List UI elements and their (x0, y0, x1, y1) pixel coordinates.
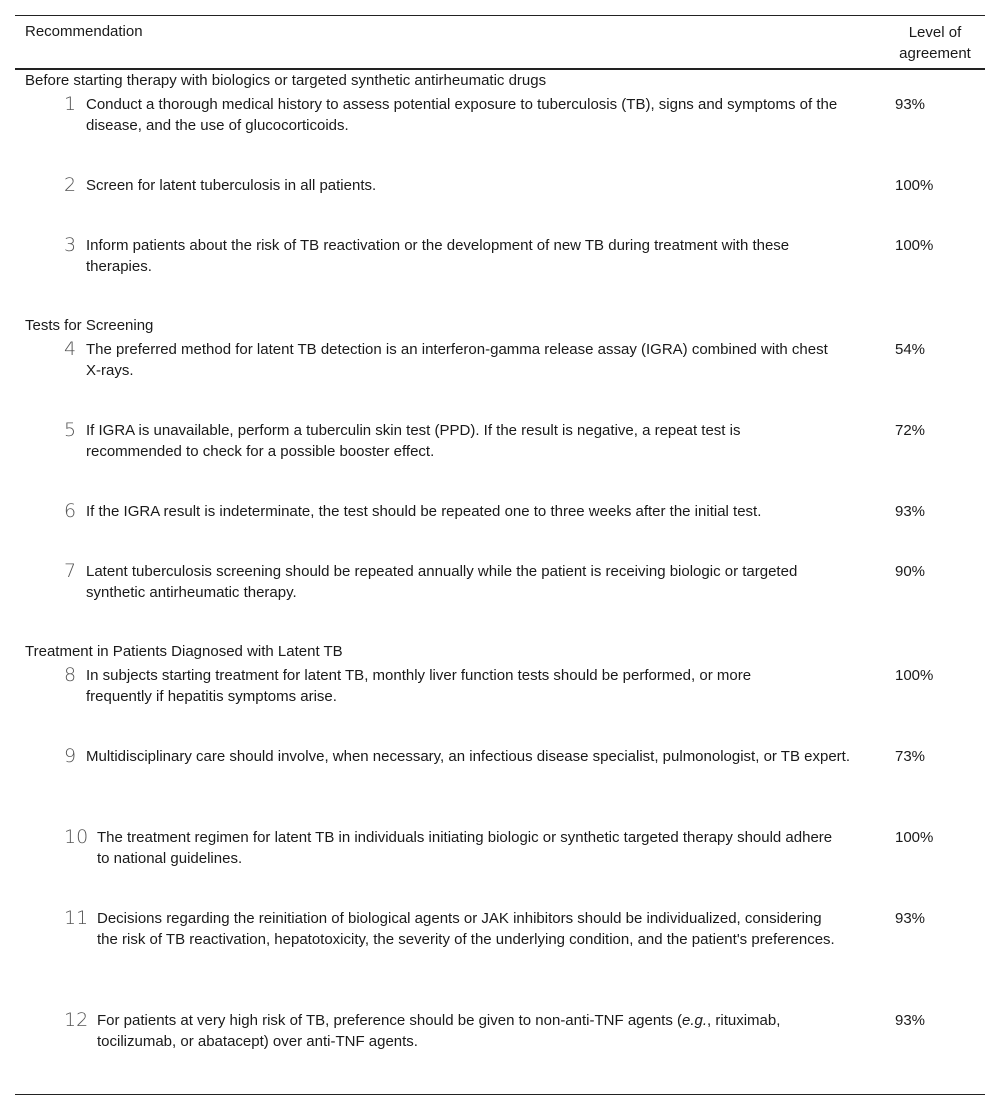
row-number: 5 (64, 419, 77, 441)
row-text: The treatment regimen for latent TB in individuals initiating biologic or synthetic targeted therapy should adhere to national guidelines. (97, 829, 833, 867)
row-agreement: 73% (895, 748, 926, 765)
row-text: If IGRA is unavailable, perform a tuberculin skin test (PPD). If the result is negative, a repeat test is recommended to check for a possible booster effect. (86, 422, 741, 460)
row-number: 8 (64, 664, 77, 686)
row-agreement: 93% (895, 910, 926, 927)
row-agreement: 54% (895, 341, 926, 358)
row-text-post: , rituximab, tocilizumab, or abatacept) over anti-TNF agents. (97, 1012, 781, 1050)
row-agreement: 100% (895, 829, 934, 846)
row-number: 12 (64, 1009, 89, 1031)
row-agreement: 72% (895, 422, 926, 439)
row-agreement: 93% (895, 1012, 926, 1029)
header-rule (15, 68, 985, 70)
row-text-emphasis: e.g. (682, 1012, 708, 1029)
row-number: 11 (64, 907, 89, 929)
row-text: If the IGRA result is indeterminate, the test should be repeated one to three weeks after the initial test. (86, 503, 762, 520)
row-text: The preferred method for latent TB detection is an interferon-gamma release assay (IGRA) combined with chest X-rays. (86, 341, 828, 379)
row-number: 9 (64, 745, 77, 767)
row-agreement: 100% (895, 237, 934, 254)
row-number: 2 (64, 174, 77, 196)
row-number: 1 (64, 93, 77, 115)
section-title: Before starting therapy with biologics or targeted synthetic antirheumatic drugs (25, 72, 547, 89)
row-agreement: 93% (895, 96, 926, 113)
row-text (97, 1010, 837, 1052)
row-agreement: 90% (895, 563, 926, 580)
row-text: Multidisciplinary care should involve, when necessary, an infectious disease specialist, pulmonologist, or TB expert. (86, 748, 850, 765)
section-title: Tests for Screening (25, 317, 154, 334)
row-number: 10 (64, 826, 89, 848)
row-number: 6 (64, 500, 77, 522)
row-agreement: 100% (895, 177, 934, 194)
row-agreement: 100% (895, 667, 934, 684)
header-level-of-agreement (885, 22, 985, 64)
row-text: Decisions regarding the reinitiation of biological agents or JAK inhibitors should be individualized, considering the risk of TB reactivation, hepatotoxicity, the severity of the underlying condition, and the patient's preferences. (97, 910, 835, 948)
row-number: 7 (64, 560, 77, 582)
row-number: 4 (64, 338, 77, 360)
section-title: Treatment in Patients Diagnosed with Latent TB (25, 643, 343, 660)
header-recommendation: Recommendation (25, 23, 143, 40)
header-level-line1: Level of (908, 24, 962, 41)
row-text: Screen for latent tuberculosis in all patients. (86, 177, 377, 194)
row-text: In subjects starting treatment for latent TB, monthly liver function tests should be performed, or more frequently if hepatitis symptoms arise. (86, 667, 752, 705)
row-agreement: 93% (895, 503, 926, 520)
row-text: Inform patients about the risk of TB reactivation or the development of new TB during treatment with these therapies. (86, 237, 790, 275)
row-text: Conduct a thorough medical history to assess potential exposure to tuberculosis (TB), signs and symptoms of the disease, and the use of glucocorticoids. (86, 96, 838, 134)
row-text: Latent tuberculosis screening should be repeated annually while the patient is receiving biologic or targeted synthetic antirheumatic therapy. (86, 563, 798, 601)
row-number: 3 (64, 234, 77, 256)
table-bottom-rule (15, 1094, 985, 1095)
header-level-line2: agreement (899, 45, 971, 62)
row-text-pre: For patients at very high risk of TB, preference should be given to non-anti-TNF agents ( (97, 1012, 683, 1029)
table-top-rule (15, 15, 985, 16)
